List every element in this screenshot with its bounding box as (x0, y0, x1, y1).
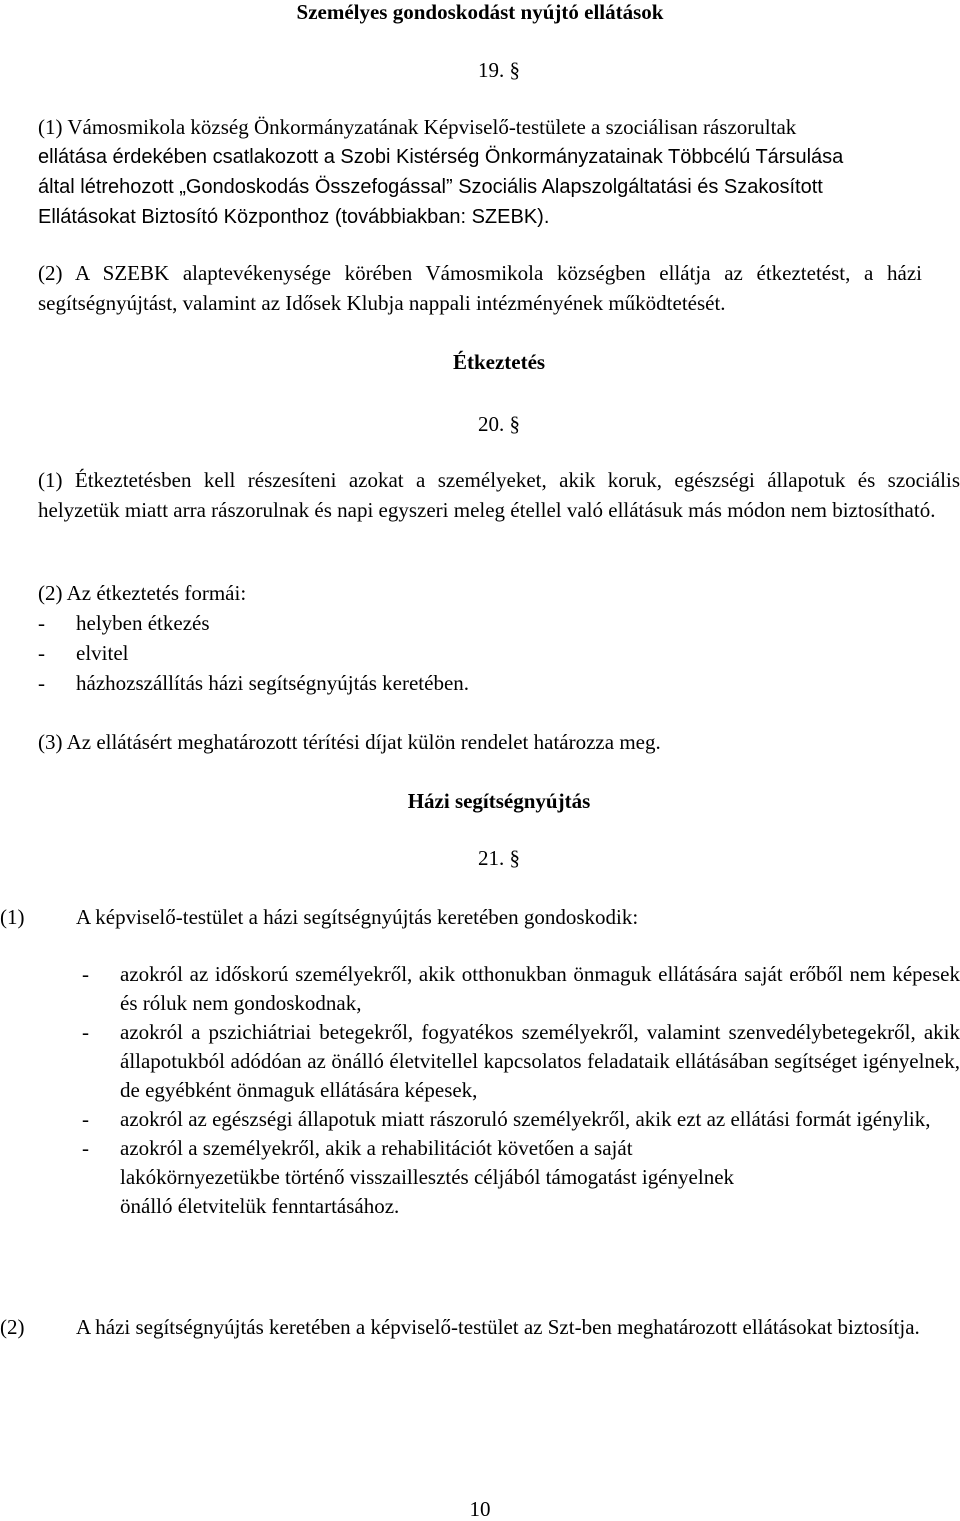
dash: - (38, 641, 45, 665)
section-20-paragraph-1: (1) Étkeztetésben kell részesíteni azokat a személyeket, akik koruk, egészségi állapotuk és szociális helyzetük miatt arra rászorulnak és napi egyszeri meleg étellel való ellátásuk más módon nem biztosítható. (38, 468, 960, 522)
beneficiary-egeszsegi: azokról az egészségi állapotuk miatt rászoruló személyekről, akik ezt az ellátási formát igénylik, (120, 1107, 931, 1131)
form-elvitel: elvitel (76, 641, 129, 665)
dash: - (82, 1020, 89, 1044)
section-19-number: 19. § (478, 58, 520, 82)
list-item (38, 1134, 960, 1221)
etkeztetes-forms-list (38, 608, 960, 698)
section-19-p1-line-3: által létrehozott „Gondoskodás Összefogással” Szociális Alapszolgáltatási és Szakosított (38, 176, 823, 198)
dash: - (82, 962, 89, 986)
section-20-number: 20. § (478, 412, 520, 436)
dash: - (82, 1107, 89, 1131)
beneficiary-rehabilitacio-line-3: önálló életvitelük fenntartásához. (120, 1194, 400, 1218)
paragraph-text: A házi segítségnyújtás keretében a képviselő-testület az Szt-ben meghatározott ellátásokat biztosítja. (76, 1315, 920, 1339)
list-item (38, 1018, 960, 1105)
form-hazhozszallitas: házhozszállítás házi segítségnyújtás keretében. (76, 671, 470, 695)
section-19-p1-line-2: ellátása érdekében csatlakozott a Szobi Kistérség Önkormányzatainak Többcélú Társulása (38, 146, 844, 168)
hazi-segitsegnyujtas-heading: Házi segítségnyújtás (407, 789, 591, 813)
section-19-p1-line-1: (1) Vámosmikola község Önkormányzatának Képviselő-testülete a szociálisan rászorultak (38, 115, 797, 139)
dash: - (38, 671, 45, 695)
document-title: Személyes gondoskodást nyújtó ellátások (296, 0, 664, 24)
beneficiary-idoskoru: azokról az időskorú személyekről, akik otthonukban önmaguk ellátására saját erőből nem képesek és róluk nem gondoskodnak, (120, 962, 960, 1015)
paragraph-number: (1) (0, 905, 25, 929)
section-20-paragraph-3: (3) Az ellátásért meghatározott térítési díjat külön rendelet határozza meg. (38, 730, 661, 754)
list-item (38, 608, 960, 638)
dash: - (38, 611, 45, 635)
hazi-beneficiaries-list (38, 960, 960, 1221)
list-item (38, 1105, 960, 1134)
paragraph-number: (2) (0, 1315, 25, 1339)
list-item (38, 638, 960, 668)
beneficiary-pszichiatriai: azokról a pszichiátriai betegekről, fogyatékos személyekről, valamint szenvedélybetegekről, akik állapotukból adódóan az önálló életvitellel kapcsolatos feladataik ellátásában segítséget igényelnek, de egyébként önmaguk ellátására képesek, (120, 1020, 960, 1102)
section-20-paragraph-2-intro: (2) Az étkeztetés formái: (38, 581, 247, 605)
paragraph-text: A képviselő-testület a házi segítségnyújtás keretében gondoskodik: (76, 905, 639, 929)
form-helyben: helyben étkezés (76, 611, 210, 635)
dash: - (82, 1136, 89, 1160)
beneficiary-rehabilitacio-line-2: lakókörnyezetükbe történő visszaillesztés céljából támogatást igényelnek (120, 1165, 735, 1189)
etkeztetes-heading: Étkeztetés (452, 350, 546, 374)
section-19-paragraph-2: (2) A SZEBK alaptevékenysége körében Vámosmikola községben ellátja az étkeztetést, a házi segítségnyújtást, valamint az Idősek Klubja nappali intézményének működtetését. (38, 261, 922, 315)
list-item (38, 960, 960, 1018)
list-item (38, 668, 960, 698)
beneficiary-rehabilitacio-line-1: azokról a személyekről, akik a rehabilitációt követően a saját (120, 1136, 633, 1160)
section-19-paragraph-1 (38, 112, 960, 232)
page-number: 10 (469, 1497, 491, 1521)
section-19-p1-line-4: Ellátásokat Biztosító Központhoz (továbbiakban: SZEBK). (38, 206, 550, 228)
section-21-number: 21. § (478, 846, 520, 870)
